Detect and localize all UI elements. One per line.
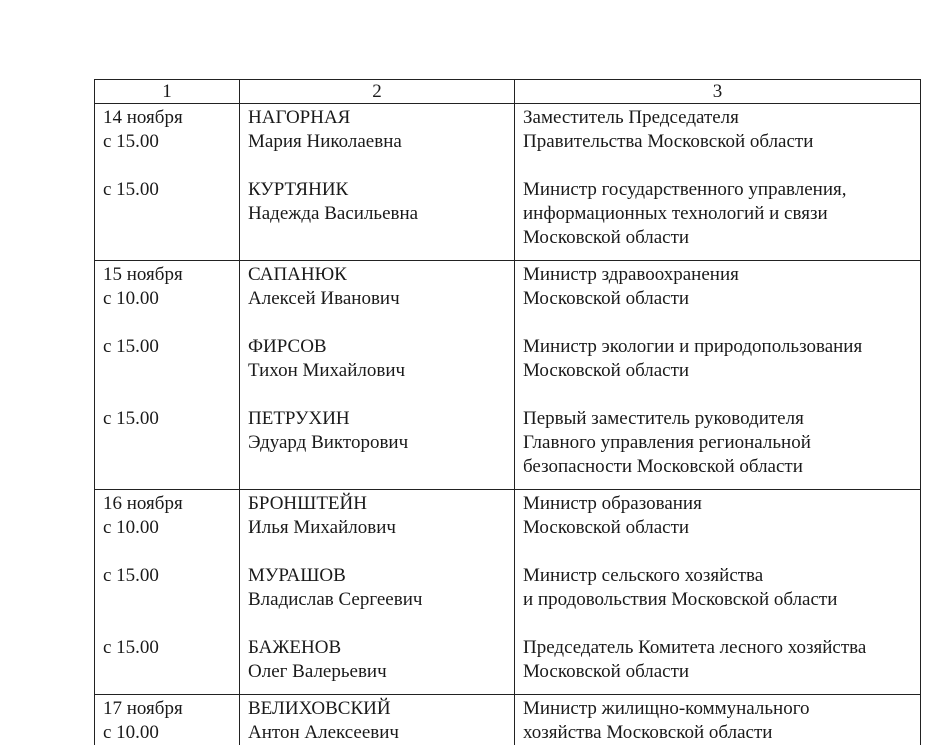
position-line: Министр экологии и природопользования (523, 336, 863, 357)
entry-time-block (103, 697, 231, 745)
entry-position-block (523, 636, 912, 684)
time-label: с 15.00 (103, 637, 159, 658)
entry-time-block (103, 106, 231, 154)
position-line: хозяйства Московской области (523, 722, 773, 743)
time-label: с 10.00 (103, 517, 159, 538)
spacer-line (103, 455, 231, 479)
entry-time-block (103, 335, 231, 383)
person-surname: ВЕЛИХОВСКИЙ (248, 698, 391, 719)
position-line: Министр жилищно-коммунального (523, 698, 810, 719)
position-line: Первый заместитель руководителя (523, 408, 804, 429)
date-time-cell (95, 490, 240, 695)
entry-time-block (103, 407, 231, 479)
column-header-3: 3 (515, 80, 921, 104)
position-line: Главного управления региональной (523, 432, 811, 453)
date-label: 16 ноября (103, 493, 183, 514)
position-cell (515, 104, 921, 261)
time-label: с 15.00 (103, 336, 159, 357)
date-group-row (95, 261, 921, 490)
entry-position-block (523, 697, 912, 745)
position-cell (515, 490, 921, 695)
person-surname: КУРТЯНИК (248, 179, 349, 200)
spacer-line (103, 588, 231, 612)
time-label: с 10.00 (103, 288, 159, 309)
person-name: Олег Валерьевич (248, 661, 387, 682)
column-header-2: 2 (240, 80, 515, 104)
person-cell (240, 695, 515, 746)
date-group-row (95, 695, 921, 746)
entry-person-block (248, 636, 506, 684)
entry-person-block (248, 178, 506, 250)
entry-person-block (248, 564, 506, 612)
person-name: Эдуард Викторович (248, 432, 409, 453)
entry-position-block (523, 106, 912, 154)
person-name: Мария Николаевна (248, 131, 402, 152)
person-surname: САПАНЮК (248, 264, 347, 285)
spacer-line (103, 431, 231, 455)
time-label: с 15.00 (103, 131, 159, 152)
date-group-row (95, 490, 921, 695)
person-surname: ФИРСОВ (248, 336, 327, 357)
person-name: Алексей Иванович (248, 288, 400, 309)
date-label: 14 ноября (103, 107, 183, 128)
spacer-line (103, 660, 231, 684)
entry-person-block (248, 697, 506, 745)
reception-schedule-table (94, 79, 921, 745)
person-name: Антон Алексеевич (248, 722, 399, 743)
person-surname: БРОНШТЕЙН (248, 493, 367, 514)
position-line: Председатель Комитета лесного хозяйства (523, 637, 867, 658)
position-line: и продовольствия Московской области (523, 589, 838, 610)
time-label: с 15.00 (103, 179, 159, 200)
person-surname: МУРАШОВ (248, 565, 346, 586)
person-cell (240, 261, 515, 490)
entry-position-block (523, 564, 912, 612)
position-cell (515, 695, 921, 746)
spacer-line (103, 359, 231, 383)
date-group-row (95, 104, 921, 261)
position-line: Московской области (523, 661, 690, 682)
entry-position-block (523, 335, 912, 383)
header-row (95, 80, 921, 104)
entry-person-block (248, 492, 506, 540)
position-line: Заместитель Председателя (523, 107, 739, 128)
date-label: 15 ноября (103, 264, 183, 285)
position-line: Московской области (523, 360, 690, 381)
date-time-cell (95, 695, 240, 746)
entry-position-block (523, 407, 912, 479)
entry-time-block (103, 492, 231, 540)
entry-time-block (103, 564, 231, 612)
person-surname: НАГОРНАЯ (248, 107, 351, 128)
person-surname: ПЕТРУХИН (248, 408, 350, 429)
person-surname: БАЖЕНОВ (248, 637, 342, 658)
entry-position-block (523, 492, 912, 540)
entry-person-block (248, 106, 506, 154)
spacer-line (248, 455, 506, 479)
position-line: Правительства Московской области (523, 131, 814, 152)
person-name: Надежда Васильевна (248, 203, 419, 224)
entry-position-block (523, 263, 912, 311)
position-line: Московской области (523, 227, 690, 248)
entry-person-block (248, 263, 506, 311)
position-cell (515, 261, 921, 490)
person-cell (240, 490, 515, 695)
entry-person-block (248, 335, 506, 383)
entry-person-block (248, 407, 506, 479)
position-line: Московской области (523, 517, 690, 538)
entry-time-block (103, 178, 231, 250)
column-header-1: 1 (95, 80, 240, 104)
time-label: с 15.00 (103, 408, 159, 429)
date-time-cell (95, 261, 240, 490)
schedule-body (95, 104, 921, 746)
entry-time-block (103, 636, 231, 684)
spacer-line (248, 226, 506, 250)
spacer-line (103, 202, 231, 226)
position-line: Министр здравоохранения (523, 264, 739, 285)
position-line: безопасности Московской области (523, 456, 803, 477)
date-label: 17 ноября (103, 698, 183, 719)
time-label: с 10.00 (103, 722, 159, 743)
person-cell (240, 104, 515, 261)
person-name: Владислав Сергеевич (248, 589, 423, 610)
position-line: Министр государственного управления, (523, 179, 847, 200)
date-time-cell (95, 104, 240, 261)
position-line: Министр сельского хозяйства (523, 565, 764, 586)
spacer-line (103, 226, 231, 250)
position-line: информационных технологий и связи (523, 203, 828, 224)
person-name: Илья Михайлович (248, 517, 396, 538)
position-line: Московской области (523, 288, 690, 309)
entry-position-block (523, 178, 912, 250)
position-line: Министр образования (523, 493, 702, 514)
time-label: с 15.00 (103, 565, 159, 586)
entry-time-block (103, 263, 231, 311)
person-name: Тихон Михайлович (248, 360, 406, 381)
